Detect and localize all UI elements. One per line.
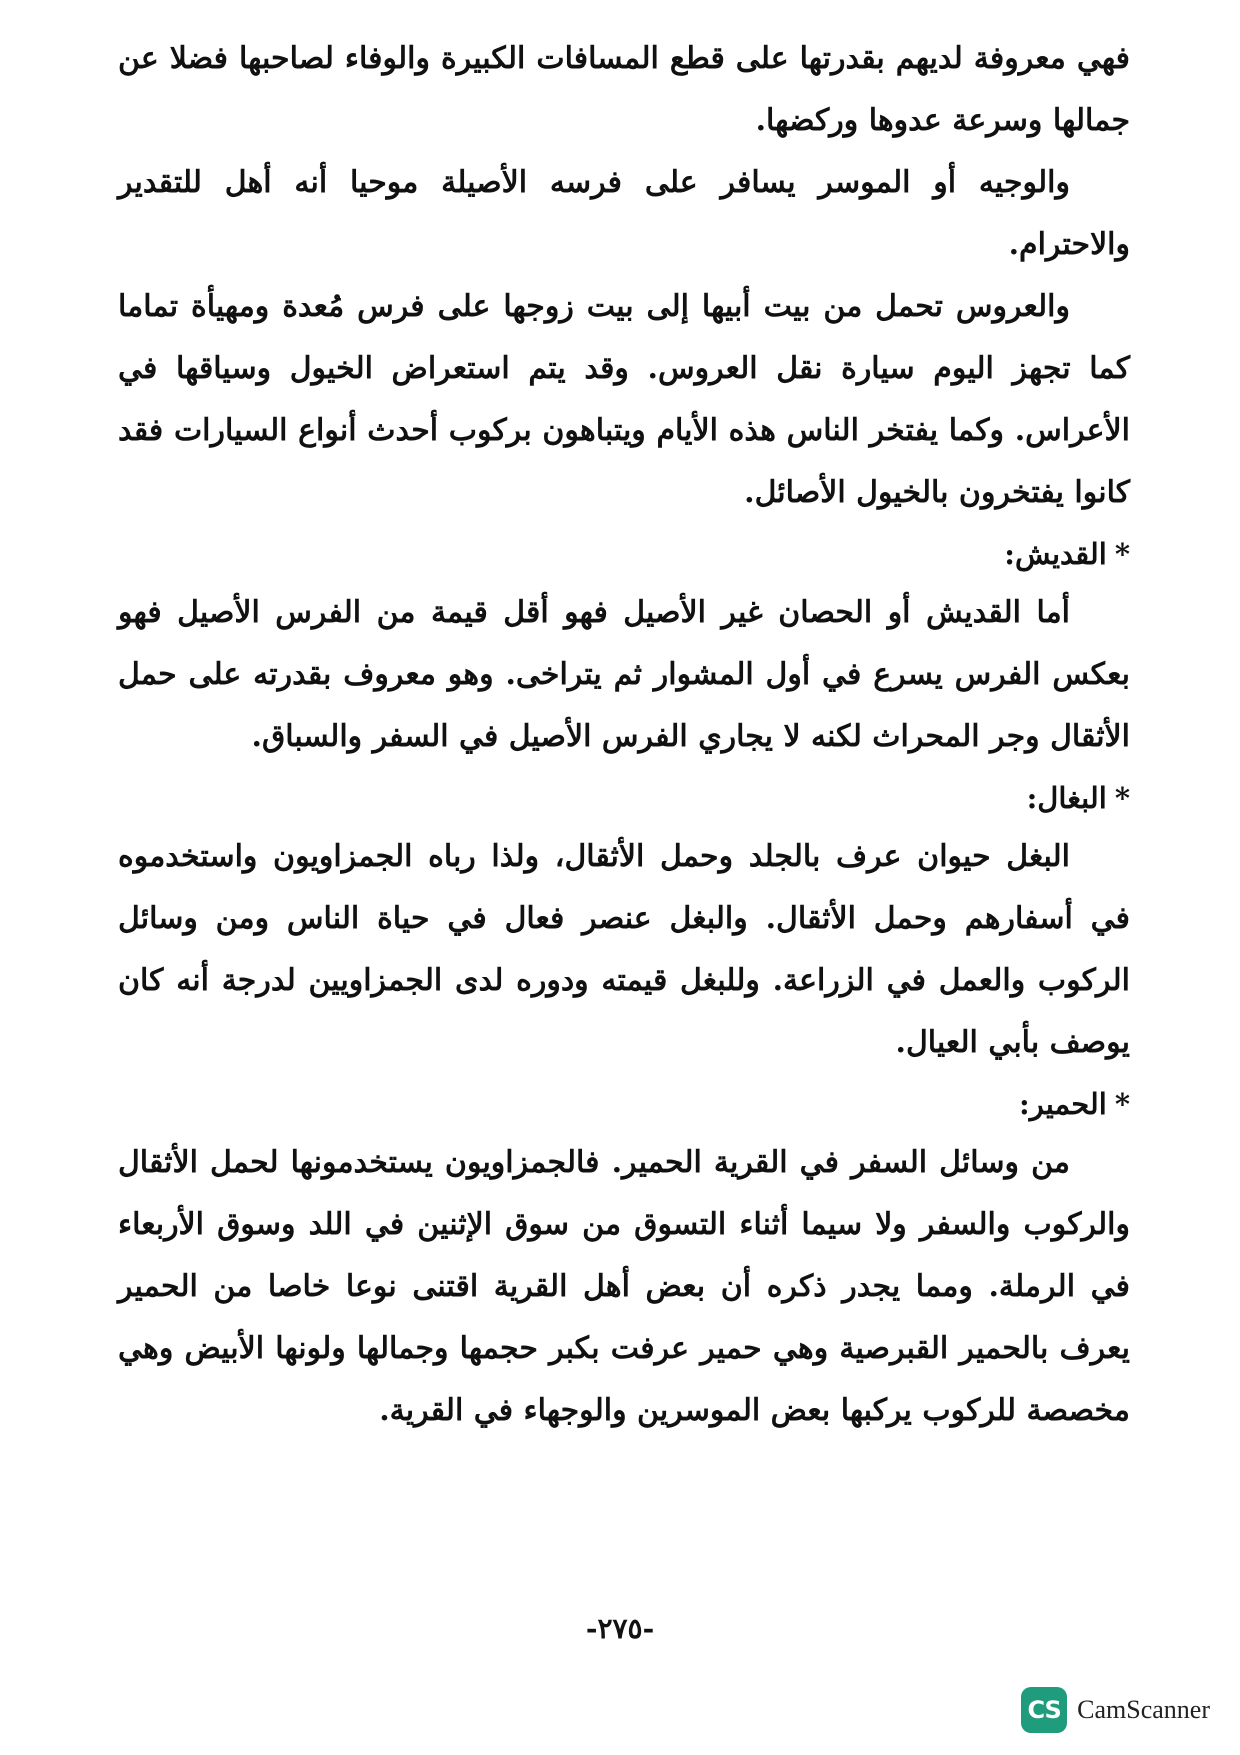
- section-heading-qadish: [118, 524, 1130, 582]
- page-number: -٢٧٥-: [585, 1612, 655, 1645]
- camscanner-label: CamScanner: [1077, 1695, 1210, 1724]
- page-body: [118, 28, 1130, 1442]
- heading-star-marker: *: [1114, 537, 1130, 571]
- paragraph-horses-qualities: فهي معروفة لديهم بقدرتها على قطع المسافات الكبيرة والوفاء لصاحبها فضلا عن جمالها وسرعة عدوها وركضها.: [118, 41, 1131, 138]
- heading-text: البغال:: [1026, 781, 1107, 815]
- heading-star-marker: *: [1114, 1087, 1130, 1121]
- paragraph-bride-transport: والعروس تحمل من بيت أبيها إلى بيت زوجها على فرس مُعدة ومهيأة تماما كما تجهز اليوم سيارة نقل العروس. وقد يتم استعراض الخيول وسياقها في الأعراس. وكما يفتخر الناس هذه الأيام ويتباهون بركوب أحدث أنواع السيارات فقد كانوا يفتخرون بالخيول الأصائل.: [118, 289, 1130, 510]
- heading-star-marker: *: [1114, 781, 1130, 815]
- heading-text: الحمير:: [1018, 1087, 1107, 1121]
- paragraph-notable-rider: والوجيه أو الموسر يسافر على فرسه الأصيلة موحيا أنه أهل للتقدير والاحترام.: [118, 165, 1130, 262]
- paragraph-donkeys: من وسائل السفر في القرية الحمير. فالجمزاويون يستخدمونها لحمل الأثقال والركوب والسفر ولا سيما أثناء التسوق من سوق الإثنين في اللد وسوق الأربعاء في الرملة. ومما يجدر ذكره أن بعض أهل القرية اقتنى نوعا خاصا من الحمير يعرف بالحمير القبرصية وهي حمير عرفت بكبر حجمها وجمالها ولونها الأبيض وهي مخصصة للركوب يركبها بعض الموسرين والوجهاء في القرية.: [118, 1145, 1130, 1428]
- camscanner-logo-icon: CS: [1021, 1687, 1067, 1733]
- section-heading-donkeys: [118, 1074, 1130, 1132]
- camscanner-watermark: [1021, 1685, 1210, 1735]
- paragraph-qadish: أما القديش أو الحصان غير الأصيل فهو أقل قيمة من الفرس الأصيل فهو بعكس الفرس يسرع في أول المشوار ثم يتراخى. وهو معروف بقدرته على حمل الأثقال وجر المحراث لكنه لا يجاري الفرس الأصيل في السفر والسباق.: [118, 595, 1130, 754]
- paragraph-mules: البغل حيوان عرف بالجلد وحمل الأثقال، ولذا رباه الجمزاويون واستخدموه في أسفارهم وحمل الأثقال. والبغل عنصر فعال في حياة الناس ومن وسائل الركوب والعمل في الزراعة. وللبغل قيمته ودوره لدى الجمزاويين لدرجة أنه كان يوصف بأبي العيال.: [118, 839, 1130, 1060]
- section-heading-mules: [118, 768, 1130, 826]
- heading-text: القديش:: [1004, 537, 1107, 571]
